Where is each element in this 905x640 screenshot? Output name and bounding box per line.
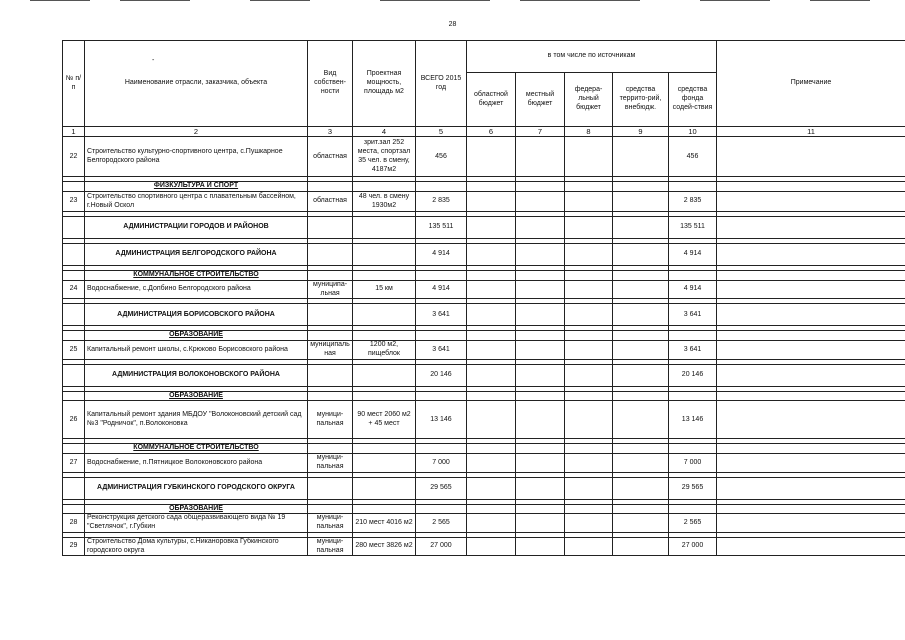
empty-cell bbox=[565, 444, 613, 454]
table-row bbox=[63, 280, 905, 299]
assistance-fund: 7 000 bbox=[669, 454, 717, 473]
empty-cell bbox=[613, 304, 669, 326]
local-budget bbox=[516, 192, 565, 212]
empty-cell bbox=[467, 444, 516, 454]
object-name: Водоснабжение, с.Допбино Белгородского района bbox=[85, 280, 308, 299]
empty-cell bbox=[416, 444, 467, 454]
empty-cell bbox=[516, 182, 565, 192]
empty-cell bbox=[516, 477, 565, 499]
empty-cell bbox=[717, 271, 905, 281]
empty-cell bbox=[467, 391, 516, 401]
assistance-fund: 27 000 bbox=[669, 537, 717, 556]
note bbox=[717, 537, 905, 556]
total-2015: 2 565 bbox=[416, 514, 467, 533]
capacity bbox=[353, 454, 416, 473]
ownership-type: областная bbox=[308, 192, 353, 212]
empty-cell bbox=[353, 504, 416, 514]
header-regional-budget: областной бюджет bbox=[467, 73, 516, 127]
ownership-type bbox=[308, 304, 353, 326]
local-budget bbox=[516, 137, 565, 177]
ownership-type bbox=[308, 477, 353, 499]
ownership-type: муници-пальная bbox=[308, 454, 353, 473]
administration-title: АДМИНИСТРАЦИЯ ГУБКИНСКОГО ГОРОДСКОГО ОКРУГА bbox=[85, 477, 308, 499]
regional-budget bbox=[467, 137, 516, 177]
colnum-4: 4 bbox=[353, 127, 416, 137]
empty-cell bbox=[353, 331, 416, 341]
federal-budget bbox=[565, 341, 613, 360]
total-2015: 3 641 bbox=[416, 304, 467, 326]
row-number bbox=[63, 331, 85, 341]
total-2015: 135 511 bbox=[416, 217, 467, 239]
regional-budget bbox=[467, 280, 516, 299]
empty-cell bbox=[613, 331, 669, 341]
ownership-type: муниципаль ная bbox=[308, 341, 353, 360]
empty-cell bbox=[516, 504, 565, 514]
federal-budget bbox=[565, 401, 613, 439]
empty-cell bbox=[717, 391, 905, 401]
empty-cell bbox=[669, 331, 717, 341]
empty-cell bbox=[308, 331, 353, 341]
note bbox=[717, 137, 905, 177]
row-number bbox=[63, 444, 85, 454]
total-2015: 29 565 bbox=[416, 477, 467, 499]
empty-cell bbox=[669, 391, 717, 401]
ownership-type bbox=[308, 364, 353, 386]
table-row bbox=[63, 401, 905, 439]
total-2015: 20 146 bbox=[416, 364, 467, 386]
capacity: 280 мест 3826 м2 bbox=[353, 537, 416, 556]
empty-cell bbox=[516, 244, 565, 266]
empty-cell bbox=[565, 331, 613, 341]
colnum-3: 3 bbox=[308, 127, 353, 137]
territory-funds bbox=[613, 280, 669, 299]
administration-title: АДМИНИСТРАЦИИ ГОРОДОВ И РАЙОНОВ bbox=[85, 217, 308, 239]
table-row bbox=[63, 454, 905, 473]
total-2015: 27 000 bbox=[416, 537, 467, 556]
empty-cell bbox=[565, 504, 613, 514]
territory-funds bbox=[613, 454, 669, 473]
empty-cell bbox=[416, 391, 467, 401]
ownership-type: муници-пальная bbox=[308, 537, 353, 556]
regional-budget bbox=[467, 537, 516, 556]
empty-cell bbox=[613, 444, 669, 454]
row-number bbox=[63, 217, 85, 239]
empty-cell bbox=[516, 391, 565, 401]
total-2015: 3 641 bbox=[416, 341, 467, 360]
empty-cell bbox=[717, 444, 905, 454]
local-budget bbox=[516, 401, 565, 439]
federal-budget bbox=[565, 537, 613, 556]
colnum-11: 11 bbox=[717, 127, 905, 137]
empty-cell bbox=[613, 244, 669, 266]
empty-cell bbox=[353, 391, 416, 401]
section-title: ОБРАЗОВАНИЕ bbox=[85, 391, 308, 401]
note bbox=[717, 244, 905, 266]
federal-budget bbox=[565, 280, 613, 299]
total-2015: 4 914 bbox=[416, 244, 467, 266]
table-row bbox=[63, 137, 905, 177]
row-number bbox=[63, 244, 85, 266]
empty-cell bbox=[516, 304, 565, 326]
federal-budget bbox=[565, 137, 613, 177]
empty-cell bbox=[669, 271, 717, 281]
header-num: № п/п bbox=[63, 41, 85, 127]
section-title: ФИЗКУЛЬТУРА И СПОРТ bbox=[85, 182, 308, 192]
assistance-fund: 4 914 bbox=[669, 244, 717, 266]
capacity: 90 мест 2060 м2 + 45 мест bbox=[353, 401, 416, 439]
local-budget bbox=[516, 514, 565, 533]
header-total: ВСЕГО 2015 год bbox=[416, 41, 467, 127]
table-body bbox=[63, 137, 905, 556]
capacity: 48 чел. в смену 1930м2 bbox=[353, 192, 416, 212]
note bbox=[717, 514, 905, 533]
empty-cell bbox=[308, 182, 353, 192]
row-number bbox=[63, 364, 85, 386]
territory-funds bbox=[613, 341, 669, 360]
note bbox=[717, 454, 905, 473]
territory-funds bbox=[613, 514, 669, 533]
capacity bbox=[353, 217, 416, 239]
empty-cell bbox=[516, 217, 565, 239]
regional-budget bbox=[467, 192, 516, 212]
assistance-fund: 135 511 bbox=[669, 217, 717, 239]
territory-funds bbox=[613, 537, 669, 556]
ownership-type bbox=[308, 217, 353, 239]
local-budget bbox=[516, 454, 565, 473]
row-number: 29 bbox=[63, 537, 85, 556]
table-row bbox=[63, 537, 905, 556]
note bbox=[717, 217, 905, 239]
administration-row bbox=[63, 304, 905, 326]
colnum-8: 8 bbox=[565, 127, 613, 137]
administration-title: АДМИНИСТРАЦИЯ ВОЛОКОНОВСКОГО РАЙОНА bbox=[85, 364, 308, 386]
assistance-fund: 3 641 bbox=[669, 304, 717, 326]
capacity: 15 км bbox=[353, 280, 416, 299]
empty-cell bbox=[613, 182, 669, 192]
empty-cell bbox=[565, 364, 613, 386]
header-capacity: Проектная мощность, площадь м2 bbox=[353, 41, 416, 127]
assistance-fund: 29 565 bbox=[669, 477, 717, 499]
table-row bbox=[63, 514, 905, 533]
local-budget bbox=[516, 280, 565, 299]
section-title: КОММУНАЛЬНОЕ СТРОИТЕЛЬСТВО bbox=[85, 444, 308, 454]
empty-cell bbox=[516, 444, 565, 454]
capacity bbox=[353, 244, 416, 266]
table-row bbox=[63, 192, 905, 212]
object-name: Капитальный ремонт здания МБДОУ "Волоконовский детский сад №3 "Родничок", п.Волоконовка bbox=[85, 401, 308, 439]
empty-cell bbox=[613, 217, 669, 239]
empty-cell bbox=[565, 271, 613, 281]
empty-cell bbox=[669, 182, 717, 192]
row-number bbox=[63, 271, 85, 281]
empty-cell bbox=[467, 477, 516, 499]
row-number bbox=[63, 504, 85, 514]
object-name: Строительство Дома культуры, с.Никаноровка Губкинского городского округа bbox=[85, 537, 308, 556]
administration-row bbox=[63, 477, 905, 499]
colnum-5: 5 bbox=[416, 127, 467, 137]
empty-cell bbox=[717, 182, 905, 192]
total-2015: 13 146 bbox=[416, 401, 467, 439]
section-title: ОБРАЗОВАНИЕ bbox=[85, 504, 308, 514]
capacity: 210 мест 4016 м2 bbox=[353, 514, 416, 533]
page-number: 28 bbox=[448, 21, 457, 28]
section-title: ОБРАЗОВАНИЕ bbox=[85, 331, 308, 341]
federal-budget bbox=[565, 454, 613, 473]
note bbox=[717, 304, 905, 326]
empty-cell bbox=[308, 444, 353, 454]
row-number bbox=[63, 182, 85, 192]
total-2015: 7 000 bbox=[416, 454, 467, 473]
ownership-type: муници-пальная bbox=[308, 401, 353, 439]
total-2015: 4 914 bbox=[416, 280, 467, 299]
assistance-fund: 13 146 bbox=[669, 401, 717, 439]
empty-cell bbox=[669, 504, 717, 514]
capacity bbox=[353, 477, 416, 499]
row-number: 28 bbox=[63, 514, 85, 533]
empty-cell bbox=[353, 182, 416, 192]
empty-cell bbox=[467, 304, 516, 326]
row-number bbox=[63, 477, 85, 499]
object-name: Строительство культурно-спортивного центра, с.Пушкарное Белгородского района bbox=[85, 137, 308, 177]
empty-cell bbox=[613, 364, 669, 386]
row-number: 25 bbox=[63, 341, 85, 360]
assistance-fund: 4 914 bbox=[669, 280, 717, 299]
empty-cell bbox=[516, 331, 565, 341]
regional-budget bbox=[467, 454, 516, 473]
empty-cell bbox=[669, 444, 717, 454]
scan-top-edge bbox=[0, 0, 905, 1]
empty-cell bbox=[717, 504, 905, 514]
empty-cell bbox=[308, 271, 353, 281]
colnum-10: 10 bbox=[669, 127, 717, 137]
empty-cell bbox=[353, 444, 416, 454]
empty-cell bbox=[565, 391, 613, 401]
territory-funds bbox=[613, 137, 669, 177]
regional-budget bbox=[467, 401, 516, 439]
row-number: 22 bbox=[63, 137, 85, 177]
section-row bbox=[63, 444, 905, 454]
ownership-type: муниципа-льная bbox=[308, 280, 353, 299]
empty-cell bbox=[308, 391, 353, 401]
note bbox=[717, 364, 905, 386]
row-number: 26 bbox=[63, 401, 85, 439]
empty-cell bbox=[565, 244, 613, 266]
empty-cell bbox=[516, 364, 565, 386]
section-row bbox=[63, 182, 905, 192]
empty-cell bbox=[467, 364, 516, 386]
section-row bbox=[63, 504, 905, 514]
note bbox=[717, 477, 905, 499]
header-note: Примечание bbox=[717, 41, 905, 127]
empty-cell bbox=[516, 271, 565, 281]
header-federal-budget: федера-льный бюджет bbox=[565, 73, 613, 127]
empty-cell bbox=[308, 504, 353, 514]
empty-cell bbox=[717, 331, 905, 341]
federal-budget bbox=[565, 514, 613, 533]
empty-cell bbox=[613, 271, 669, 281]
object-name: Водоснабжение, п.Пятницкое Волоконовского района bbox=[85, 454, 308, 473]
row-number: 27 bbox=[63, 454, 85, 473]
administration-row bbox=[63, 244, 905, 266]
empty-cell bbox=[565, 477, 613, 499]
header-mark: - bbox=[152, 57, 155, 64]
empty-cell bbox=[467, 504, 516, 514]
capacity: зрит.зал 252 места, спортзал 35 чел. в смену, 4187м2 bbox=[353, 137, 416, 177]
empty-cell bbox=[613, 391, 669, 401]
row-number: 23 bbox=[63, 192, 85, 212]
note bbox=[717, 280, 905, 299]
section-row bbox=[63, 271, 905, 281]
ownership-type: муници-пальная bbox=[308, 514, 353, 533]
empty-cell bbox=[467, 331, 516, 341]
section-row bbox=[63, 391, 905, 401]
empty-cell bbox=[613, 477, 669, 499]
assistance-fund: 2 565 bbox=[669, 514, 717, 533]
colnum-7: 7 bbox=[516, 127, 565, 137]
table-row bbox=[63, 341, 905, 360]
empty-cell bbox=[416, 504, 467, 514]
colnum-9: 9 bbox=[613, 127, 669, 137]
object-name: Капитальный ремонт школы, с.Крюково Борисовского района bbox=[85, 341, 308, 360]
territory-funds bbox=[613, 401, 669, 439]
header-sources-group: в том числе по источникам bbox=[467, 41, 717, 73]
ownership-type bbox=[308, 244, 353, 266]
assistance-fund: 3 641 bbox=[669, 341, 717, 360]
assistance-fund: 2 835 bbox=[669, 192, 717, 212]
empty-cell bbox=[416, 331, 467, 341]
investment-table bbox=[62, 40, 905, 556]
empty-cell bbox=[467, 244, 516, 266]
federal-budget bbox=[565, 192, 613, 212]
local-budget bbox=[516, 341, 565, 360]
regional-budget bbox=[467, 341, 516, 360]
header-name: Наименование отрасли, заказчика, объекта bbox=[85, 41, 308, 127]
empty-cell bbox=[467, 182, 516, 192]
total-2015: 2 835 bbox=[416, 192, 467, 212]
empty-cell bbox=[613, 504, 669, 514]
note bbox=[717, 401, 905, 439]
empty-cell bbox=[416, 182, 467, 192]
header-territory-funds: средства террито-рий, внебюдж. bbox=[613, 73, 669, 127]
administration-title: АДМИНИСТРАЦИЯ БОРИСОВСКОГО РАЙОНА bbox=[85, 304, 308, 326]
empty-cell bbox=[467, 217, 516, 239]
section-row bbox=[63, 331, 905, 341]
object-name: Строительство спортивного центра с плавательным бассейном, г.Новый Оскол bbox=[85, 192, 308, 212]
header-local-budget: местный бюджет bbox=[516, 73, 565, 127]
header-assistance-fund: средства фонда содей-ствия bbox=[669, 73, 717, 127]
colnum-6: 6 bbox=[467, 127, 516, 137]
assistance-fund: 456 bbox=[669, 137, 717, 177]
territory-funds bbox=[613, 192, 669, 212]
regional-budget bbox=[467, 514, 516, 533]
empty-cell bbox=[353, 271, 416, 281]
empty-cell bbox=[416, 271, 467, 281]
row-number: 24 bbox=[63, 280, 85, 299]
administration-row bbox=[63, 217, 905, 239]
capacity bbox=[353, 304, 416, 326]
total-2015: 456 bbox=[416, 137, 467, 177]
object-name: Реконструкция детского сада общеразвивающего вида № 19 "Светлячок", г.Губкин bbox=[85, 514, 308, 533]
assistance-fund: 20 146 bbox=[669, 364, 717, 386]
note bbox=[717, 341, 905, 360]
colnum-1: 1 bbox=[63, 127, 85, 137]
header-ownership: Вид собствен-ности bbox=[308, 41, 353, 127]
row-number bbox=[63, 304, 85, 326]
note bbox=[717, 192, 905, 212]
colnum-2: 2 bbox=[85, 127, 308, 137]
empty-cell bbox=[565, 304, 613, 326]
capacity bbox=[353, 364, 416, 386]
section-title: КОММУНАЛЬНОЕ СТРОИТЕЛЬСТВО bbox=[85, 271, 308, 281]
administration-row bbox=[63, 364, 905, 386]
empty-cell bbox=[565, 217, 613, 239]
administration-title: АДМИНИСТРАЦИЯ БЕЛГОРОДСКОГО РАЙОНА bbox=[85, 244, 308, 266]
empty-cell bbox=[565, 182, 613, 192]
capacity: 1200 м2, пищеблок bbox=[353, 341, 416, 360]
empty-cell bbox=[467, 271, 516, 281]
ownership-type: областная bbox=[308, 137, 353, 177]
local-budget bbox=[516, 537, 565, 556]
row-number bbox=[63, 391, 85, 401]
